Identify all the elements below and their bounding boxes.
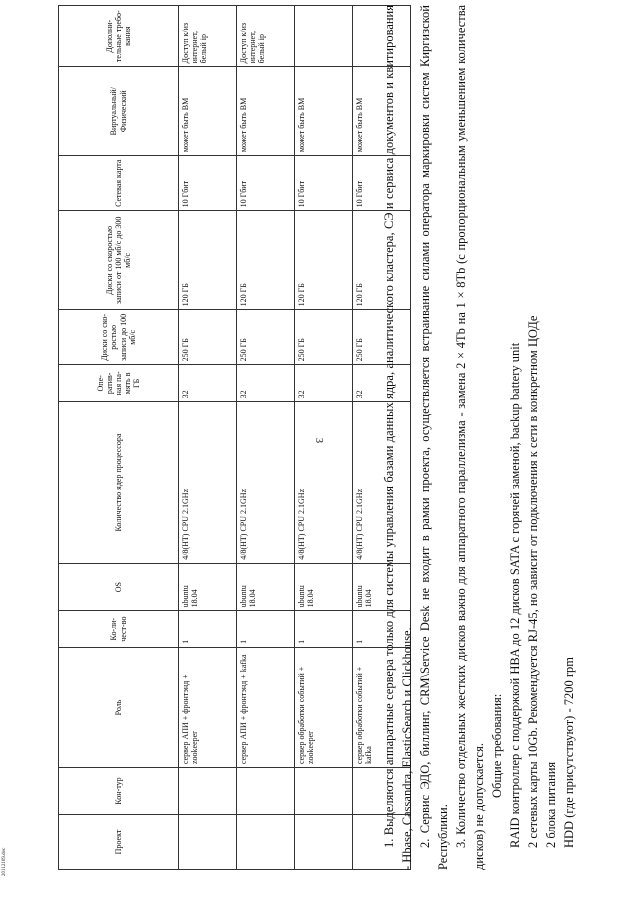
table-header-cell: OS [59, 563, 179, 611]
table-cell [237, 768, 295, 815]
table-cell: 120 ГБ [295, 211, 353, 310]
requirement-item: RAID контроллер с поддержкой HBA до 12 дисков SATA с горячей заменой, backup battery unit [508, 342, 522, 848]
table-cell: 32 [179, 365, 237, 402]
footer-filename: 20112109.doc [2, 847, 7, 876]
table-cell: 32 [353, 365, 411, 402]
note-paragraph: 1. Выделяются аппаратные сервера только для системы управления базами данных ядра, аналитического кластера, СЭ и сервиса документов и квитирования - Hbase, Cassandra, ElasticSearch и Clickhouse. [382, 5, 414, 870]
table-cell: 32 [295, 365, 353, 402]
table-row [295, 6, 353, 870]
table-cell: 4/8(HT) CPU 2.1GHz [179, 402, 237, 563]
server-spec-table [58, 5, 411, 870]
table-cell: может быть ВМ [295, 67, 353, 156]
table-cell: 250 ГБ [237, 310, 295, 365]
table-cell: может быть ВМ [353, 67, 411, 156]
table-header-cell: Опе-ратив-ная па-мять в ГБ [59, 365, 179, 402]
table-header-cell: Ко-ли-чест-во [59, 611, 179, 647]
table-cell: 250 ГБ [295, 310, 353, 365]
table-header-cell: Диски со скоростью записи от 100 мб/с до 300 мб/с [59, 211, 179, 310]
table-cell [237, 814, 295, 869]
table-cell: 4/8(HT) CPU 2.1GHz [353, 402, 411, 563]
table-header-cell: Виртуальный/ Физический [59, 67, 179, 156]
table-header-cell: Количество ядер процессора [59, 402, 179, 563]
table-cell: сервер АПИ + фронтэнд + zookeeper [179, 647, 237, 767]
note-paragraph: 3. Количество отдельных жестких дисков важно для аппаратного параллелизма - замена 2 × 4Tb на 1 × 8Tb (с пропорциональным уменьшением количества дисков) не допускается. [454, 5, 486, 870]
table-cell [179, 768, 237, 815]
table-cell: сервер обработки событий + zookeeper [295, 647, 353, 767]
table-header-cell: Роль [59, 647, 179, 767]
table-cell: ubuntu 18.04 [353, 563, 411, 611]
page-number: 3 [313, 438, 324, 443]
table-cell: 1 [237, 611, 295, 647]
table-cell: может быть ВМ [237, 67, 295, 156]
table-cell: сервер обработки событий + kafka [353, 647, 411, 767]
table-cell: 4/8(HT) CPU 2.1GHz [237, 402, 295, 563]
table-header-cell: Дополни-тельные требо-вания [59, 6, 179, 67]
table-cell: 10 Гбит [237, 156, 295, 211]
requirement-item: 2 блока питания [544, 761, 558, 848]
table-cell: сервер АПИ + фронтэнд + kafka [237, 647, 295, 767]
table-cell: 4/8(HT) CPU 2.1GHz [295, 402, 353, 563]
table-cell: ubuntu 18.04 [179, 563, 237, 611]
table-cell [295, 6, 353, 67]
table-cell [179, 814, 237, 869]
table-cell: 250 ГБ [179, 310, 237, 365]
table-cell: 120 ГБ [237, 211, 295, 310]
table-cell: ubuntu 18.04 [295, 563, 353, 611]
note-paragraph: 2. Сервис ЭДО, биллинг, CRM\Service Desk не входит в рамки проекта, осуществляется встраивание силами оператора маркировки систем Киргизской Республики. [418, 5, 450, 870]
table-cell: 10 Гбит [353, 156, 411, 211]
table-cell: 120 ГБ [353, 211, 411, 310]
table-cell [295, 768, 353, 815]
requirement-item: HDD (где присутствуют) - 7200 rpm [562, 657, 576, 848]
requirement-item: 2 сетевых карты 10Gb. Рекомендуется RJ-45, но зависит от подключения к сети в конкретном ЦОДе [526, 315, 540, 848]
table-cell: 1 [353, 611, 411, 647]
table-row [179, 6, 237, 870]
table-cell: 1 [179, 611, 237, 647]
table-cell: 1 [295, 611, 353, 647]
requirements-title: Общие требования: [490, 693, 504, 798]
table-cell: 32 [237, 365, 295, 402]
table-cell: ubuntu 18.04 [237, 563, 295, 611]
table-cell: Доступ к/из интернет, белый ip [179, 6, 237, 67]
table-cell: 120 ГБ [179, 211, 237, 310]
table-cell: 250 ГБ [353, 310, 411, 365]
table-cell: 10 Гбит [179, 156, 237, 211]
table-row [237, 6, 295, 870]
table-cell: Доступ к/из интернет, белый ip [237, 6, 295, 67]
table-header-cell: Кон-тур [59, 768, 179, 815]
table-header-cell: Сетевая карта [59, 156, 179, 211]
table-header-cell: Диски со ско-ростью записи до 100 мб/с [59, 310, 179, 365]
table-cell: может быть ВМ [179, 67, 237, 156]
table-header-row [59, 6, 179, 870]
table-cell: 10 Гбит [295, 156, 353, 211]
rotated-content [58, 5, 633, 870]
notes-section [380, 5, 578, 870]
table-cell [295, 814, 353, 869]
table-header-cell: Проект [59, 814, 179, 869]
